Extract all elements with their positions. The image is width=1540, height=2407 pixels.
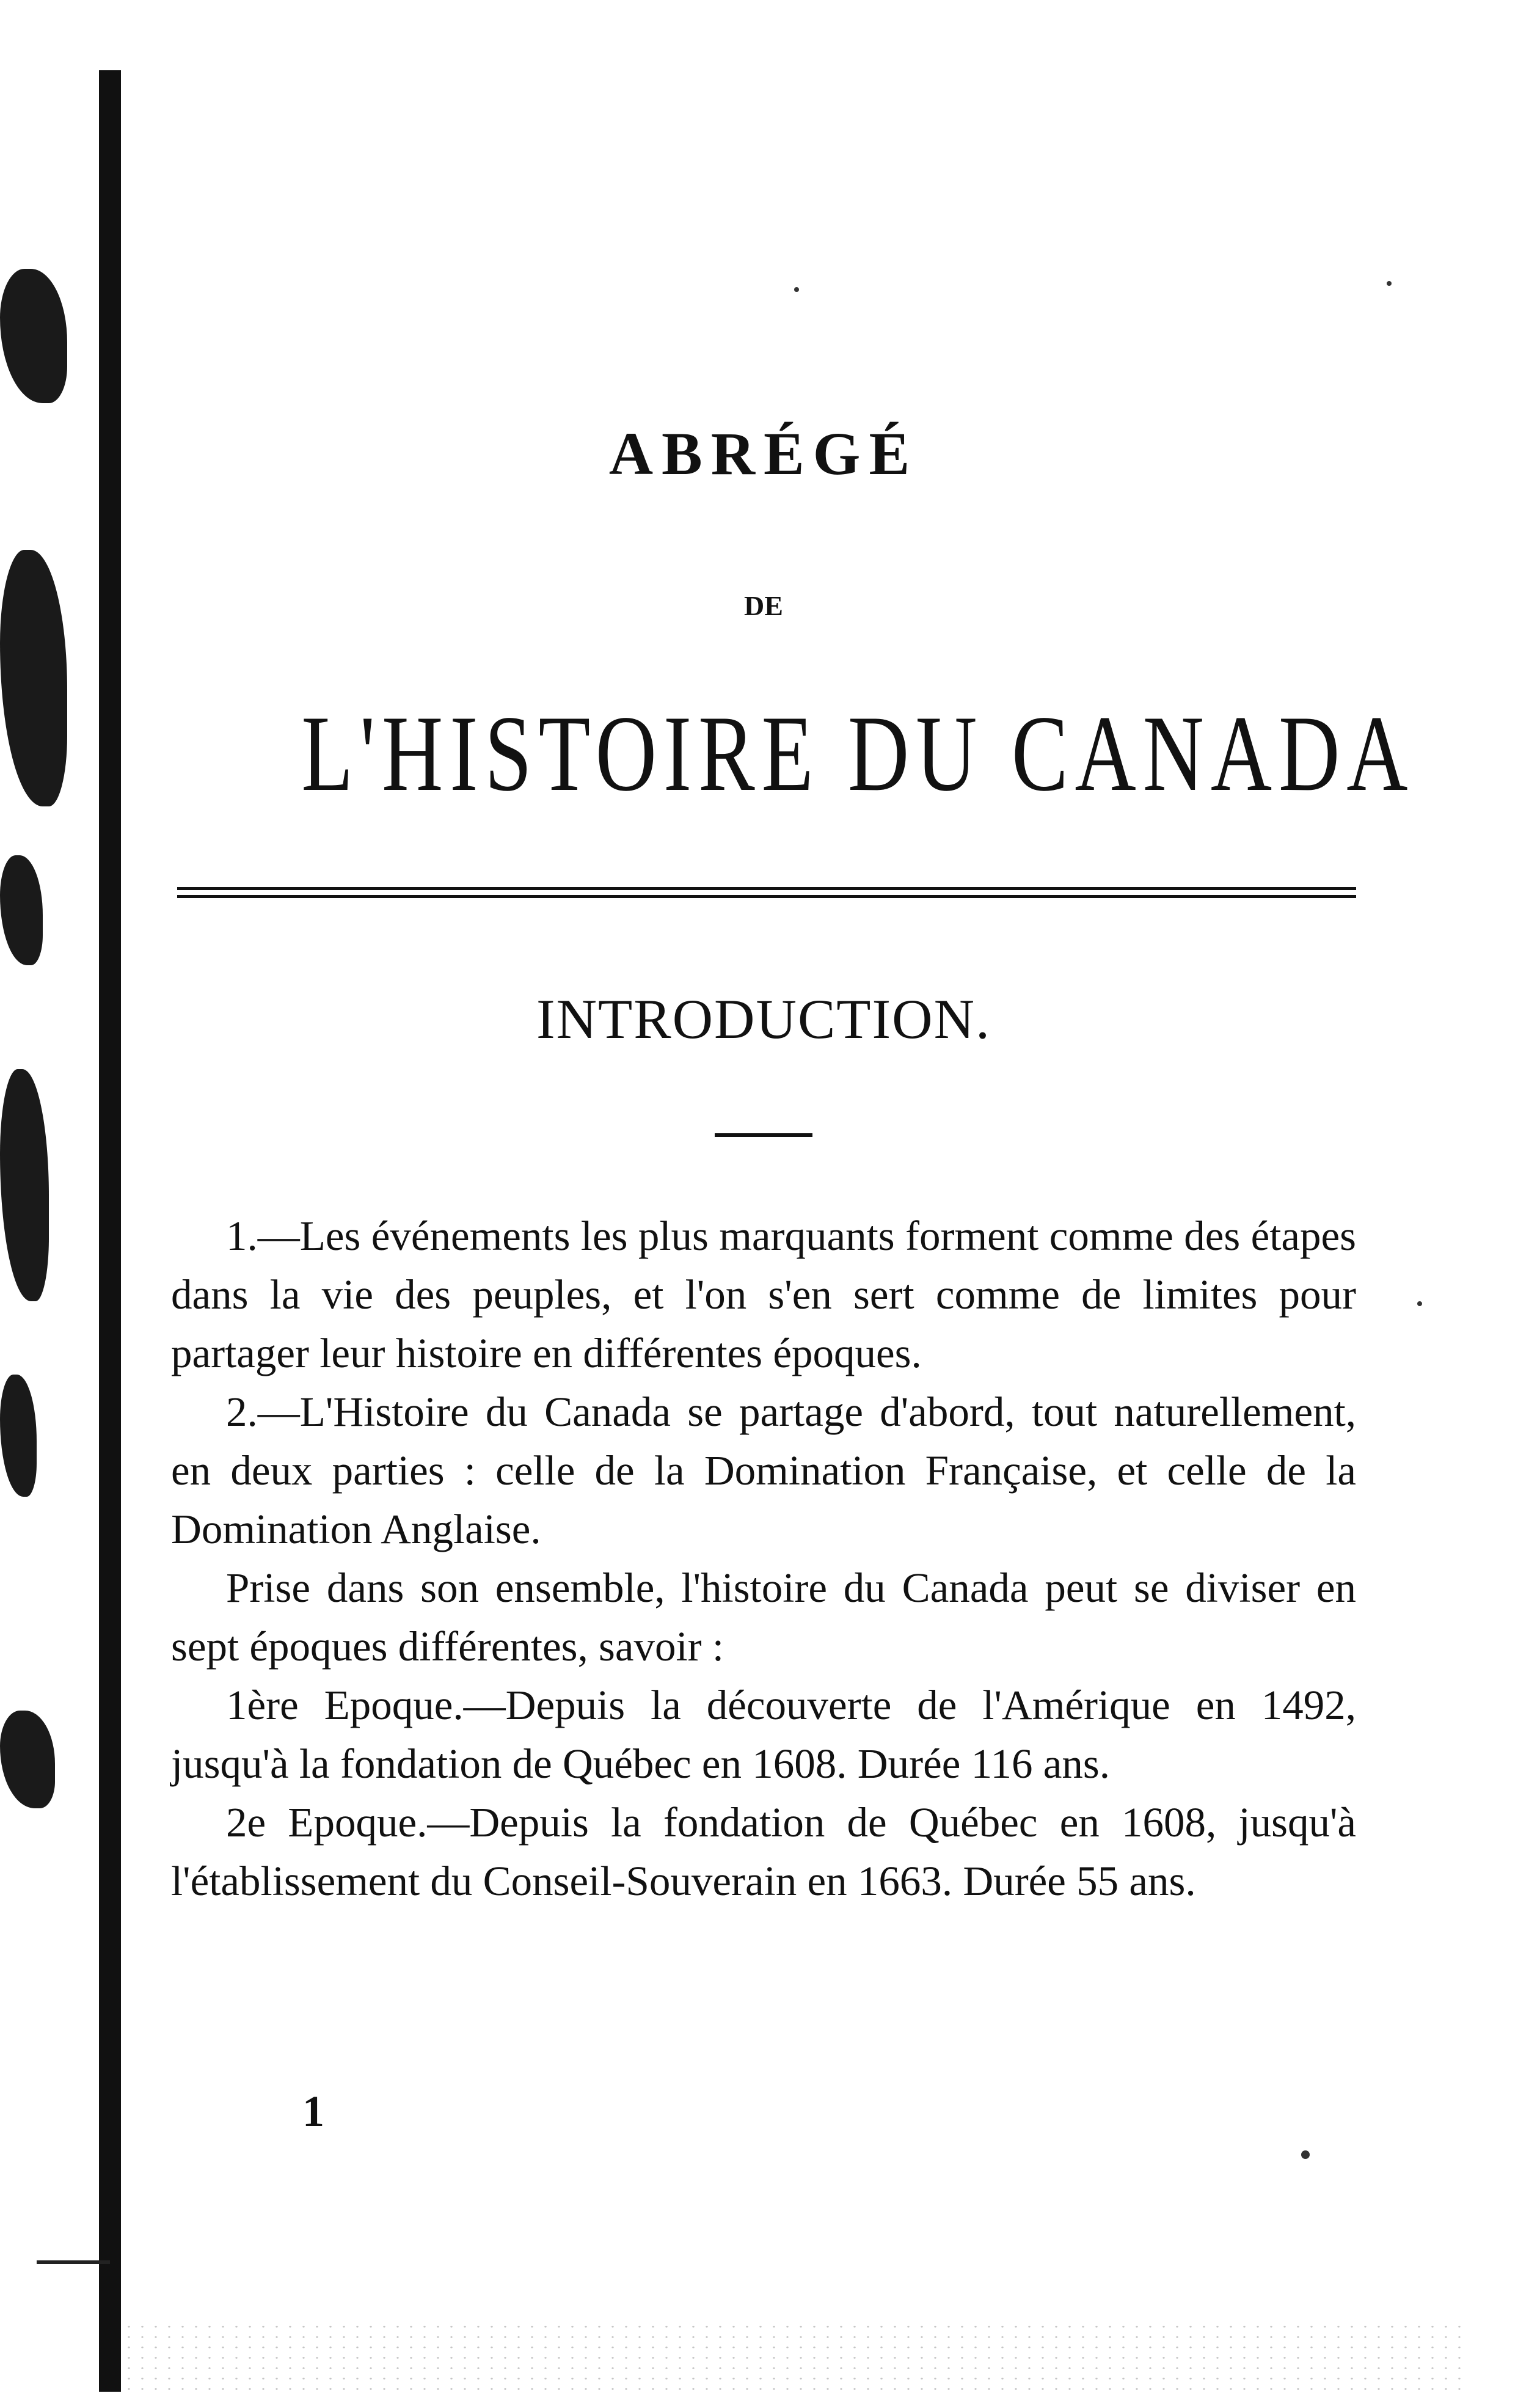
paragraph-1: 1.—Les événements les plus marquants forment comme des étapes dans la vie des peuples, et l'on s'en sert comme de limites pour partager leur histoire en différentes époques. <box>171 1213 1356 1376</box>
scan-speck <box>1387 281 1392 286</box>
margin-ornament <box>0 1069 49 1301</box>
margin-ornament <box>0 550 67 806</box>
margin-ornament <box>0 855 43 965</box>
scan-speck <box>1301 2150 1310 2159</box>
page-number: 1 <box>302 2087 324 2136</box>
binding-foot <box>37 2260 110 2264</box>
margin-ornament <box>0 1711 55 1808</box>
page-content <box>171 0 1415 2407</box>
body-text <box>171 1207 1356 1910</box>
page-gutter <box>0 0 98 2407</box>
paragraph-5: 2e Epoque.—Depuis la fondation de Québec en 1608, jusqu'à l'établissement du Conseil-Souverain en 1663. Durée 55 ans. <box>171 1799 1356 1904</box>
title-de: DE <box>744 590 783 621</box>
binding-bar <box>99 70 121 2392</box>
title-main: L'HISTOIRE DU CANADA <box>301 693 1415 814</box>
scan-speck <box>1417 1301 1422 1306</box>
paragraph-3: Prise dans son ensemble, l'histoire du Canada peut se diviser en sept époques différentes, savoir : <box>171 1565 1356 1670</box>
double-rule <box>177 887 1356 898</box>
short-rule <box>715 1133 812 1137</box>
section-heading: INTRODUCTION. <box>536 988 991 1050</box>
margin-ornament <box>0 1375 37 1497</box>
title-abrege: ABRÉGÉ <box>608 420 919 488</box>
scan-speck <box>794 287 799 292</box>
paragraph-2: 2.—L'Histoire du Canada se partage d'abord, tout naturellement, en deux parties : celle de la Domination Française, et celle de la Domination Anglaise. <box>171 1389 1356 1552</box>
paragraph-4: 1ère Epoque.—Depuis la découverte de l'Amérique en 1492, jusqu'à la fondation de Québec en 1608. Durée 116 ans. <box>171 1682 1356 1787</box>
margin-ornament <box>0 269 67 403</box>
